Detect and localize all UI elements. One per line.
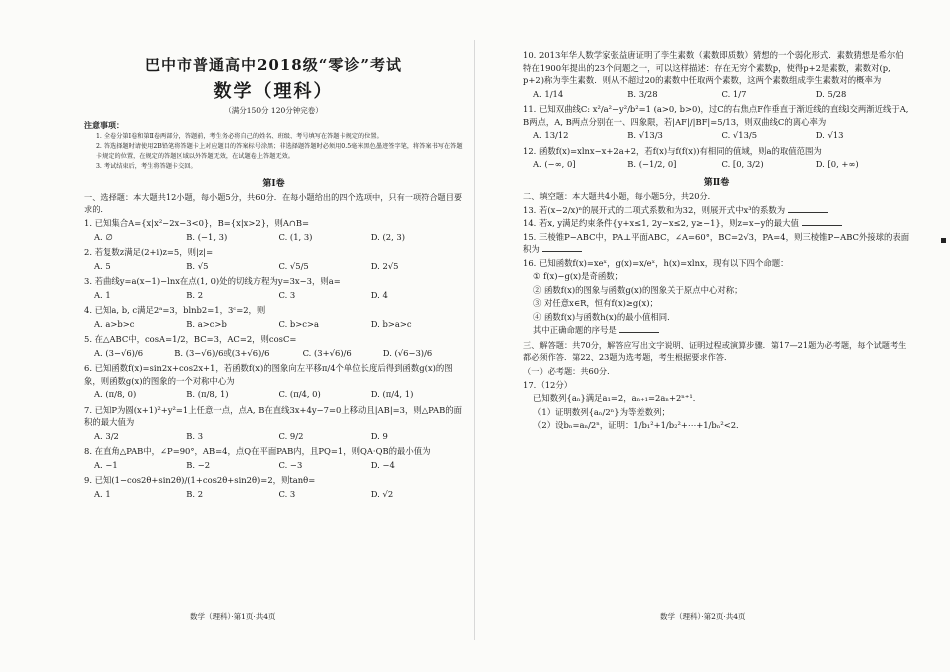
proposition: ① f(x)−g(x)是奇函数； <box>533 271 624 281</box>
option: D. √13 <box>815 130 844 140</box>
notice-heading: 注意事项： <box>84 120 124 130</box>
option: B. (−1, 3) <box>186 231 228 242</box>
option: C. (1, 3) <box>278 231 313 242</box>
option: A. (π/8, 0) <box>94 389 137 399</box>
question-12-options <box>533 158 910 171</box>
question-6-options <box>94 388 463 401</box>
option: B. (−1/2, 0] <box>627 159 677 169</box>
question-16: 16. 已知函数f(x)=xeˣ，g(x)=x/eˣ，h(x)=xlnx，现有以下四个命题： <box>523 257 789 268</box>
answer-blank <box>619 324 659 333</box>
required-heading: （一）必考题：共60分． <box>523 365 616 376</box>
option: B. √5 <box>186 260 209 271</box>
option: D. 9 <box>370 430 388 441</box>
option: A. a>b>c <box>94 318 135 329</box>
option: B. 2 <box>186 289 204 300</box>
option: C. (3+√6)/6 <box>302 347 352 358</box>
question-9: 9. 已知(1−cos2θ+sin2θ)/(1+cos2θ+sin2θ)=2，则tanθ= <box>84 475 316 485</box>
option: C. −3 <box>278 459 303 470</box>
option: D. −4 <box>370 459 395 470</box>
option: D. (√6−3)/6 <box>382 347 433 358</box>
exam-meta: （满分150分 120分钟完卷） <box>224 106 323 115</box>
page-footer-right: 数学（理科）·第2页·共4页 <box>660 612 746 621</box>
option: C. 3 <box>278 289 296 300</box>
right-column <box>475 0 950 672</box>
question-15 <box>523 231 910 256</box>
option: C. √13/5 <box>721 130 758 140</box>
section-answer-heading: 三、解答题：共70分，解答应写出文字说明、证明过程或演算步骤．第17—21题为必考题，每个试题考生都必须作答．第22、23题为选考题，考生根据要求作答． <box>523 339 907 362</box>
option: A. 1/14 <box>533 88 564 99</box>
option: A. 3/2 <box>94 430 119 441</box>
option: B. 3 <box>186 430 204 441</box>
option: C. √5/5 <box>278 260 309 271</box>
option: D. 5/28 <box>815 88 847 99</box>
exam-title: 巴中市普通高中2018级“零诊”考试 <box>144 56 402 74</box>
option: D. √2 <box>370 488 394 499</box>
part1-label: 第Ⅰ卷 <box>262 179 285 189</box>
option: D. b>a>c <box>370 318 412 329</box>
question-2-options <box>94 260 463 273</box>
option: D. (π/4, 1) <box>370 389 414 399</box>
option: A. (3−√6)/6 <box>94 347 144 358</box>
question-17-head: 17.（12分） <box>523 379 573 390</box>
option: A. −1 <box>94 459 118 470</box>
question-11: 11. 已知双曲线C: x²/a²−y²/b²=1 (a>0, b>0)，过C的右焦点F作垂直于渐近线的直线l交两渐近线于A, B两点，A, B两点分别在一、四象限，若|AF|/|BF|=5/13，则双曲线C的离心率为 <box>523 104 909 127</box>
option: C. 9/2 <box>278 430 304 441</box>
option: C. 3 <box>278 488 296 499</box>
question-1: 1. 已知集合A={x|x²−2x−3<0}，B={x|x>2}，则A∩B= <box>84 218 310 228</box>
option: C. (π/4, 0) <box>278 389 321 399</box>
option: A. 1 <box>94 289 111 300</box>
option: D. 2√5 <box>370 260 399 271</box>
proposition: ③ 对任意x∈R，恒有f(x)≥g(x)； <box>533 298 658 308</box>
section-fill-heading: 二、填空题：本大题共4小题，每小题5分，共20分． <box>523 190 716 201</box>
question-13-text: 13. 若(x−2/x)ⁿ的展开式的二项式系数和为32，则展开式中x³的系数为 <box>523 204 786 215</box>
page-footer-left: 数学（理科）·第1页·共4页 <box>190 612 276 621</box>
question-14 <box>523 217 910 230</box>
question-2: 2. 若复数z满足(2+i)z=5，则|z|= <box>84 247 214 257</box>
option: D. [0, +∞) <box>815 159 859 169</box>
option: B. √13/3 <box>627 130 663 140</box>
proposition: ④ 函数f(x)与函数h(x)的最小值相同． <box>533 311 676 322</box>
question-5: 5. 在△ABC中，cosA=1/2，BC=3，AC=2，则cosC= <box>84 334 297 344</box>
proposition-conclusion <box>523 324 910 337</box>
question-17-given: 已知数列{aₙ}满足a₁=2，aₙ₊₁=2aₙ+2ⁿ⁺¹． <box>533 393 702 403</box>
part2-label: 第Ⅱ卷 <box>703 177 730 188</box>
answer-blank <box>542 243 582 252</box>
question-17-part1: （1）证明数列{aₙ/2ⁿ}为等差数列； <box>533 406 670 417</box>
option: B. 2 <box>186 488 204 499</box>
option: B. (3−√6)/6或(3+√6)/6 <box>174 347 270 358</box>
section-choice-heading: 一、选择题：本大题共12小题，每小题5分，共60分．在每小题给出的四个选项中，只有一项符合题目要求的． <box>84 192 463 214</box>
notice-item: 2. 答选择题时请使用2B铅笔将答题卡上对应题目的答案标号涂黑；非选择题答题时必须用0.5毫米黑色墨迹签字笔，将答案书写在答题卡规定的位置，在规定的答题区域以外答题无效，在试题卷上答题无效。 <box>96 143 463 160</box>
option: B. (π/8, 1) <box>186 389 229 399</box>
option: A. 5 <box>94 260 111 271</box>
option: D. (2, 3) <box>370 231 406 242</box>
notice-item: 3. 考试结束后，考生将答题卡交回。 <box>96 163 197 170</box>
question-10: 10. 2013年华人数学家张益唐证明了孪生素数（素数即质数）猜想的一个弱化形式．素数猜想是希尔伯特在1900年提出的23个问题之一，可以这样描述：存在无穷个素数p，使得p+2是素数，素数对(p, p+2)称为孪生素数．则从不超过20的素数中任取两个素数，这两个素数组成孪生素数对的概率为 <box>523 50 904 85</box>
question-13 <box>523 204 910 217</box>
option: B. −2 <box>186 459 211 470</box>
question-5-options <box>94 347 463 360</box>
option: C. 1/7 <box>721 88 747 99</box>
question-12: 12. 函数f(x)=xlnx−x+2a+2，若f(x)与f(f(x))有相同的值域，则a的取值范围为 <box>523 145 822 156</box>
option: D. 4 <box>370 289 388 300</box>
question-14-text: 14. 若x, y满足约束条件{y+x≤1, 2y−x≤2, y≥−1}，则z=x−y的最大值 <box>523 218 799 228</box>
question-15-text: 15. 三棱锥P−ABC中，PA⊥平面ABC，∠A=60°，BC=2√3，PA=4，则三棱锥P−ABC外接球的表面积为 <box>523 231 910 254</box>
option: A. ∅ <box>94 231 113 242</box>
option: B. 3/28 <box>627 88 658 99</box>
question-17-part2: （2）设bₙ=aₙ/2ⁿ，证明：1/b₁²+1/b₂²+⋯+1/bₙ²<2． <box>533 420 745 430</box>
question-7-options <box>94 430 463 443</box>
question-4: 4. 已知a, b, c满足2ᵃ=3，blnb2=1，3ᶜ=2，则 <box>84 305 266 315</box>
option: C. [0, 3/2) <box>721 159 764 169</box>
proposition-conclusion-text: 其中正确命题的序号是 <box>533 325 617 335</box>
question-4-options <box>94 318 463 331</box>
question-11-options <box>533 129 910 142</box>
question-1-options <box>94 231 463 244</box>
option: C. b>c>a <box>278 318 320 329</box>
question-8: 8. 在直角△PAB中，∠P=90°，AB=4，点Q在平面PAB内，且PQ=1，则QA·QB的最小值为 <box>84 446 431 456</box>
question-9-options <box>94 488 463 501</box>
question-3: 3. 若曲线y=a(x−1)−lnx在点(1, 0)处的切线方程为y=3x−3，则a= <box>84 276 341 286</box>
exam-subtitle: 数学（理科） <box>213 81 334 102</box>
question-6: 6. 已知函数f(x)=sin2x+cos2x+1，若函数f(x)的图象向左平移π/4个单位长度后得到函数g(x)的图象，则函数g(x)的图象的一个对称中心为 <box>84 363 453 386</box>
answer-blank <box>802 217 842 226</box>
answer-blank <box>788 204 828 213</box>
option: B. a>c>b <box>186 318 227 329</box>
question-8-options <box>94 459 463 472</box>
option: A. 13/12 <box>533 130 569 140</box>
option: A. (−∞, 0] <box>533 159 576 169</box>
proposition: ② 函数f(x)的图象与函数g(x)的图象关于原点中心对称； <box>533 284 743 295</box>
notice-item: 1. 全卷分第Ⅰ卷和第Ⅱ卷两部分，答题前，考生务必将自己的姓名、班级、考号填写在答题卡规定的位置。 <box>96 133 383 140</box>
option: A. 1 <box>94 488 111 499</box>
question-3-options <box>94 289 463 302</box>
question-7: 7. 已知P为圆(x+1)²+y²=1上任意一点，点A, B在直线3x+4y−7=0上移动且|AB|=3，则△PAB的面积的最大值为 <box>84 404 462 427</box>
question-10-options <box>533 88 910 101</box>
